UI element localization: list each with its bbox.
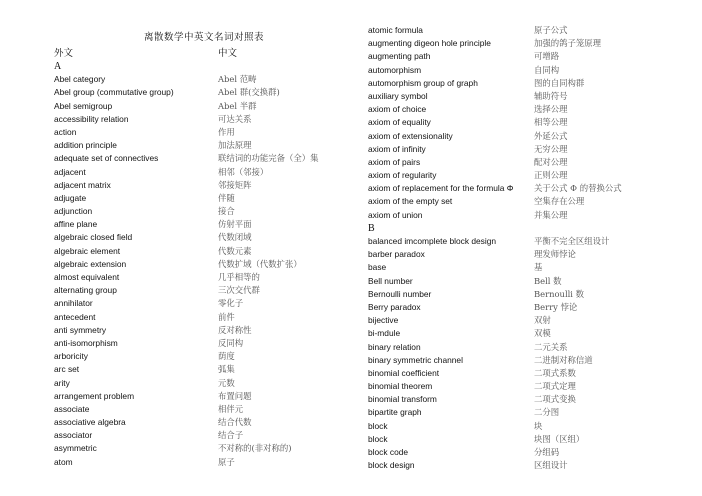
term-english: annihilator bbox=[54, 298, 93, 309]
term-chinese: 二项式变换 bbox=[534, 394, 576, 405]
glossary-entry bbox=[368, 459, 668, 472]
glossary-entry bbox=[54, 377, 354, 390]
term-english: binomial theorem bbox=[368, 381, 433, 392]
term-english: asymmetric bbox=[54, 443, 97, 454]
term-english: arboricity bbox=[54, 351, 88, 362]
glossary-entry bbox=[54, 456, 354, 469]
term-english: Bell number bbox=[368, 275, 413, 286]
glossary-entry bbox=[368, 24, 668, 37]
glossary-entry bbox=[368, 288, 668, 301]
term-chinese: 双模 bbox=[534, 328, 551, 339]
term-english: anti symmetry bbox=[54, 324, 107, 335]
term-english: binary symmetric channel bbox=[368, 354, 463, 365]
term-chinese: 理发师悖论 bbox=[534, 249, 576, 260]
term-english: associative algebra bbox=[54, 417, 126, 428]
term-chinese: 图的自同构群 bbox=[534, 77, 585, 88]
term-chinese: 相邻（邻接） bbox=[218, 166, 269, 177]
glossary-entry bbox=[368, 393, 668, 406]
term-chinese: 二项式系数 bbox=[534, 367, 576, 378]
glossary-entry bbox=[54, 311, 354, 324]
term-english: associator bbox=[54, 430, 93, 441]
glossary-entry bbox=[54, 324, 354, 337]
term-chinese: 二项式定理 bbox=[534, 381, 576, 392]
glossary-entry bbox=[54, 139, 354, 152]
term-chinese: 平衡不完全区组设计 bbox=[534, 236, 610, 246]
term-chinese: 代数扩域（代数扩张） bbox=[218, 258, 302, 269]
term-english: accessibility relation bbox=[54, 113, 129, 124]
glossary-entry bbox=[54, 205, 354, 218]
glossary-entry bbox=[54, 442, 354, 455]
term-chinese: 相伴元 bbox=[218, 403, 244, 414]
term-english: base bbox=[368, 262, 387, 273]
term-english: adequate set of connectives bbox=[54, 153, 159, 164]
term-chinese: 二元关系 bbox=[534, 341, 568, 352]
term-english: axiom of regularity bbox=[368, 170, 437, 181]
glossary-entry bbox=[54, 73, 354, 86]
glossary-entry bbox=[368, 235, 668, 248]
term-chinese: 空集存在公理 bbox=[534, 196, 585, 207]
term-english: bi-mdule bbox=[368, 328, 401, 339]
term-english: affine plane bbox=[54, 219, 98, 230]
glossary-entry bbox=[368, 195, 668, 208]
term-chinese: 配对公理 bbox=[534, 156, 568, 167]
glossary-entry bbox=[54, 416, 354, 429]
glossary-entry bbox=[368, 116, 668, 129]
term-english: augmenting digeon hole principle bbox=[368, 38, 491, 49]
term-english: arity bbox=[54, 377, 70, 388]
term-english: block bbox=[368, 420, 388, 431]
term-chinese: 荫度 bbox=[218, 351, 235, 362]
term-english: adjacent bbox=[54, 166, 86, 177]
term-english: auxiliary symbol bbox=[368, 90, 428, 101]
term-chinese: 接合 bbox=[218, 206, 235, 217]
glossary-entry bbox=[54, 152, 354, 165]
term-english: axiom of the empty set bbox=[368, 196, 453, 207]
term-english: axiom of equality bbox=[368, 117, 431, 128]
glossary-entry bbox=[368, 261, 668, 274]
glossary-entry bbox=[54, 231, 354, 244]
term-chinese: 反对称性 bbox=[218, 324, 252, 335]
term-chinese: 区组设计 bbox=[534, 460, 568, 471]
left-entry-list bbox=[54, 60, 354, 469]
term-english: axiom of infinity bbox=[368, 143, 426, 154]
glossary-entry bbox=[368, 169, 668, 182]
glossary-entry bbox=[54, 363, 354, 376]
term-chinese: 加强的鸽子笼原理 bbox=[534, 38, 601, 49]
glossary-entry bbox=[368, 406, 668, 419]
glossary-entry bbox=[368, 380, 668, 393]
glossary-entry bbox=[54, 245, 354, 258]
glossary-entry bbox=[54, 218, 354, 231]
term-english: axiom of union bbox=[368, 209, 423, 220]
term-english: action bbox=[54, 126, 77, 137]
term-chinese: 不对称的(非对称的) bbox=[218, 443, 292, 454]
glossary-entry bbox=[54, 192, 354, 205]
term-chinese: 双射 bbox=[534, 315, 551, 326]
term-chinese: Berry 悖论 bbox=[534, 301, 578, 312]
term-chinese: 自同构 bbox=[534, 64, 560, 75]
term-chinese: Bernoulli 数 bbox=[534, 288, 585, 299]
term-english: automorphism group of graph bbox=[368, 77, 478, 88]
glossary-entry bbox=[368, 90, 668, 103]
term-chinese: 外延公式 bbox=[534, 130, 568, 141]
term-chinese: 二进制对称信道 bbox=[534, 354, 593, 365]
glossary-entry bbox=[368, 354, 668, 367]
term-chinese: Abel 群(交换群) bbox=[218, 87, 280, 98]
term-english: algebraic extension bbox=[54, 258, 127, 269]
glossary-entry bbox=[368, 327, 668, 340]
document-title: 离散数学中英文名词对照表 bbox=[143, 32, 264, 43]
term-chinese: Abel 半群 bbox=[218, 100, 257, 111]
term-chinese: 相等公理 bbox=[534, 117, 568, 128]
term-english: axiom of extensionality bbox=[368, 130, 453, 141]
term-chinese: 结合子 bbox=[218, 430, 244, 441]
section-heading-a: A bbox=[54, 61, 62, 72]
term-chinese: Abel 范畴 bbox=[218, 74, 257, 85]
glossary-entry bbox=[368, 446, 668, 459]
term-chinese: 块图（区组） bbox=[534, 433, 585, 444]
glossary-entry bbox=[54, 258, 354, 271]
term-chinese: 原子公式 bbox=[534, 25, 568, 35]
term-english: Bernoulli number bbox=[368, 288, 432, 299]
term-chinese: 块 bbox=[534, 420, 543, 431]
term-english: almost equivalent bbox=[54, 272, 120, 282]
term-english: barber paradox bbox=[368, 249, 425, 260]
glossary-entry bbox=[368, 50, 668, 63]
header-english: 外文 bbox=[54, 48, 74, 59]
term-english: adjacent matrix bbox=[54, 179, 111, 190]
term-chinese: 并集公理 bbox=[534, 209, 568, 220]
glossary-entry bbox=[54, 284, 354, 297]
glossary-entry bbox=[54, 113, 354, 126]
glossary-entry bbox=[54, 337, 354, 350]
term-english: associate bbox=[54, 403, 90, 414]
glossary-entry bbox=[368, 367, 668, 380]
glossary-entry bbox=[368, 314, 668, 327]
glossary-entry bbox=[368, 156, 668, 169]
glossary-entry bbox=[54, 179, 354, 192]
glossary-entry bbox=[368, 103, 668, 116]
term-chinese: 三次交代群 bbox=[218, 285, 260, 296]
term-english: axiom of replacement for the formula Φ bbox=[368, 183, 514, 194]
term-english: block design bbox=[368, 460, 415, 471]
term-chinese: 元数 bbox=[218, 377, 235, 388]
term-english: alternating group bbox=[54, 285, 117, 296]
glossary-entry bbox=[54, 86, 354, 99]
section-heading-b: B bbox=[368, 222, 375, 234]
term-chinese: 结合代数 bbox=[218, 417, 252, 428]
term-english: Abel category bbox=[54, 74, 106, 85]
glossary-entry bbox=[54, 126, 354, 139]
term-chinese: 邻接矩阵 bbox=[218, 179, 252, 190]
term-english: block code bbox=[368, 447, 409, 457]
term-english: binary relation bbox=[368, 341, 421, 352]
glossary-entry bbox=[54, 166, 354, 179]
glossary-entry bbox=[368, 143, 668, 156]
term-english: Abel semigroup bbox=[54, 100, 113, 111]
right-entry-list bbox=[368, 24, 668, 472]
term-chinese: 伴随 bbox=[218, 192, 235, 203]
term-chinese: 反同构 bbox=[218, 337, 244, 348]
header-chinese: 中文 bbox=[218, 48, 238, 59]
term-chinese: 代数闭域 bbox=[218, 232, 252, 243]
term-english: arrangement problem bbox=[54, 390, 135, 401]
term-english: axiom of pairs bbox=[368, 156, 421, 167]
term-chinese: 作用 bbox=[218, 126, 235, 137]
glossary-entry bbox=[368, 420, 668, 433]
term-chinese: Bell 数 bbox=[534, 275, 562, 286]
term-english: atomic formula bbox=[368, 25, 423, 35]
term-chinese: 可增路 bbox=[534, 51, 560, 62]
glossary-entry bbox=[54, 100, 354, 113]
term-chinese: 加法原理 bbox=[218, 140, 252, 151]
glossary-entry bbox=[54, 297, 354, 310]
glossary-entry bbox=[368, 301, 668, 314]
term-chinese: 二分图 bbox=[534, 407, 560, 418]
glossary-entry bbox=[54, 429, 354, 442]
term-english: binomial transform bbox=[368, 394, 437, 405]
term-chinese: 分组码 bbox=[534, 447, 560, 457]
term-chinese: 选择公理 bbox=[534, 104, 568, 115]
glossary-entry bbox=[54, 271, 354, 284]
term-chinese: 代数元素 bbox=[218, 245, 252, 256]
term-english: algebraic element bbox=[54, 245, 121, 256]
glossary-entry bbox=[368, 433, 668, 446]
term-chinese: 布置问题 bbox=[218, 390, 252, 401]
term-english: Abel group (commutative group) bbox=[54, 87, 174, 98]
term-english: binomial coefficient bbox=[368, 367, 440, 378]
term-english: automorphism bbox=[368, 64, 422, 75]
term-english: addition principle bbox=[54, 140, 117, 151]
term-english: atom bbox=[54, 456, 73, 467]
term-chinese: 正则公理 bbox=[534, 170, 568, 181]
glossary-entry bbox=[368, 130, 668, 143]
glossary-entry bbox=[368, 77, 668, 90]
term-english: arc set bbox=[54, 364, 80, 375]
term-chinese: 几乎相等的 bbox=[218, 272, 260, 282]
glossary-entry bbox=[368, 64, 668, 77]
glossary-entry bbox=[368, 182, 668, 195]
term-english: block bbox=[368, 433, 388, 444]
term-chinese: 可达关系 bbox=[218, 113, 252, 124]
glossary-entry bbox=[54, 390, 354, 403]
term-chinese: 基 bbox=[534, 262, 543, 273]
glossary-entry bbox=[368, 248, 668, 261]
glossary-entry bbox=[368, 209, 668, 222]
term-english: adjunction bbox=[54, 206, 93, 217]
term-english: balanced imcomplete block design bbox=[368, 236, 497, 246]
glossary-entry bbox=[368, 341, 668, 354]
glossary-entry bbox=[54, 350, 354, 363]
term-english: algebraic closed field bbox=[54, 232, 133, 243]
term-chinese: 联结词的功能完备（全）集 bbox=[218, 153, 319, 164]
term-english: antecedent bbox=[54, 311, 96, 322]
term-english: adjugate bbox=[54, 192, 87, 203]
term-chinese: 无穷公理 bbox=[534, 143, 568, 154]
term-english: axiom of choice bbox=[368, 104, 427, 115]
term-chinese: 仿射平面 bbox=[218, 219, 252, 230]
glossary-entry bbox=[54, 403, 354, 416]
glossary-entry bbox=[368, 37, 668, 50]
term-chinese: 关于公式 Φ 的替换公式 bbox=[534, 183, 622, 194]
term-chinese: 前件 bbox=[218, 311, 235, 322]
term-english: bijective bbox=[368, 315, 399, 326]
term-chinese: 零化子 bbox=[218, 298, 244, 309]
term-chinese: 原子 bbox=[218, 456, 235, 467]
term-chinese: 辅助符号 bbox=[534, 90, 568, 101]
term-english: bipartite graph bbox=[368, 407, 422, 418]
term-english: anti-isomorphism bbox=[54, 337, 118, 348]
term-english: augmenting path bbox=[368, 51, 431, 62]
term-english: Berry paradox bbox=[368, 301, 421, 312]
glossary-entry bbox=[368, 275, 668, 288]
term-chinese: 弧集 bbox=[218, 364, 235, 375]
